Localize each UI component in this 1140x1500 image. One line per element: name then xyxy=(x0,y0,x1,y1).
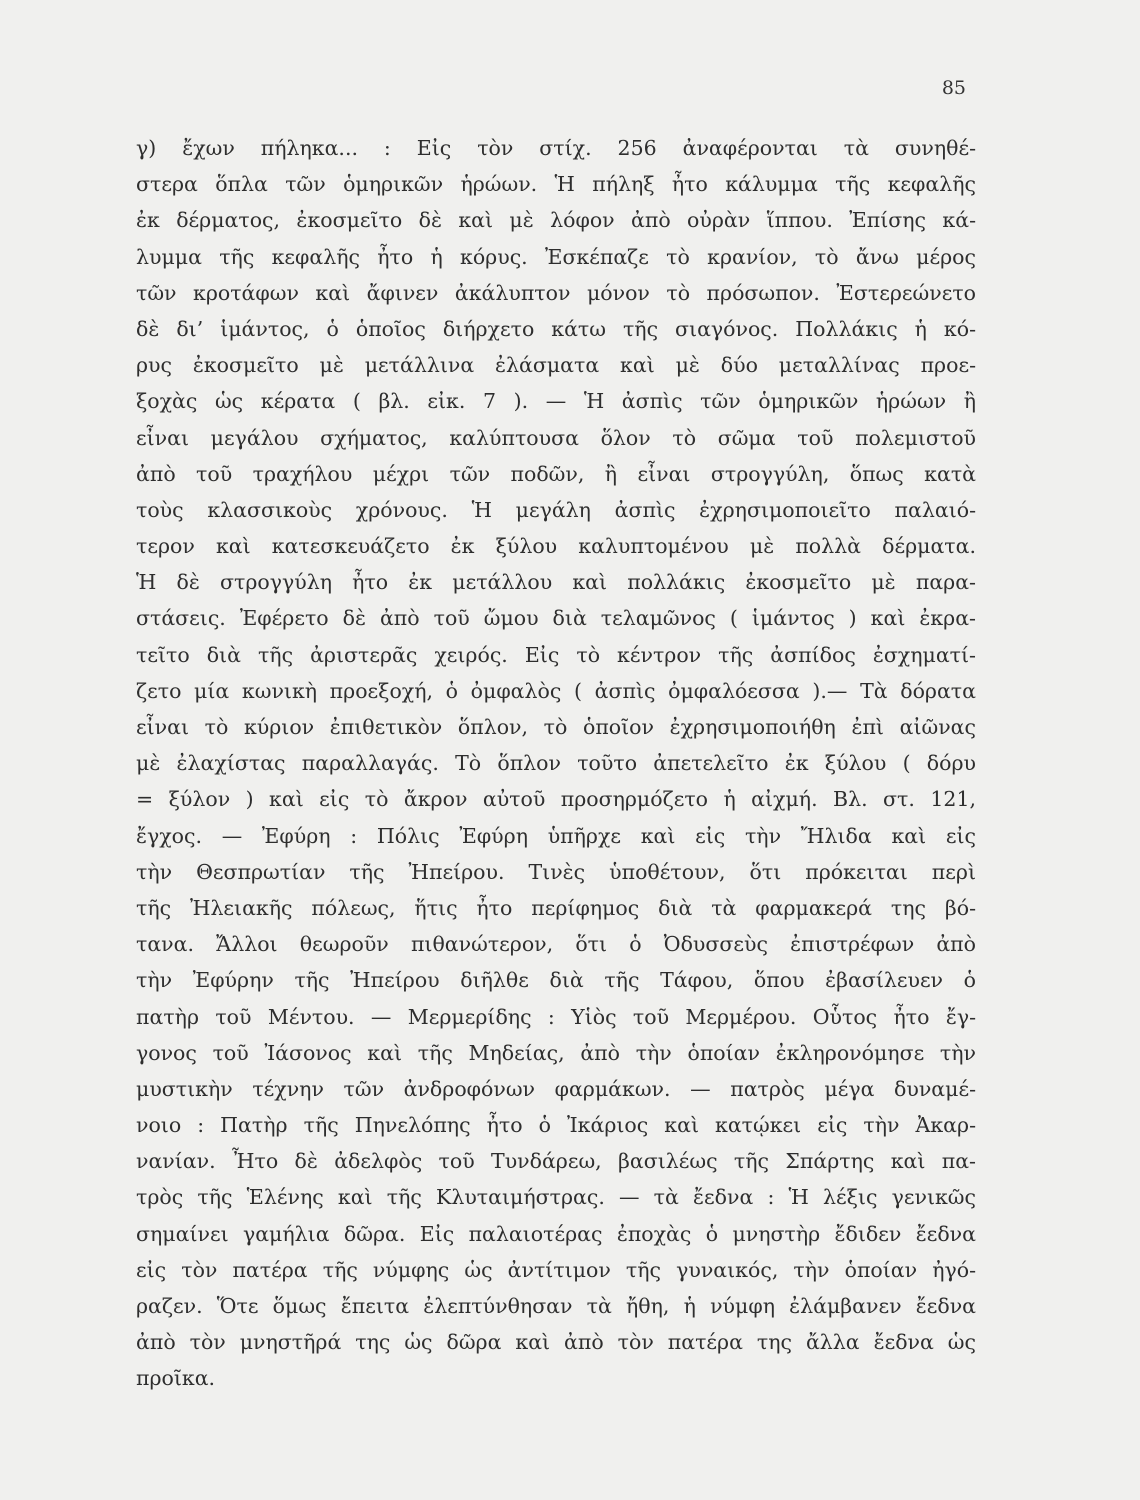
text-line: νανίαν. Ἦτο δὲ ἀδελφὸς τοῦ Τυνδάρεω, βασιλέως τῆς Σπάρτης καὶ πα- xyxy=(136,1149,976,1174)
text-line: ἐκ δέρματος, ἐκοσμεῖτο δὲ καὶ μὲ λόφον ἀπὸ οὐρὰν ἵππου. Ἐπίσης κά- xyxy=(136,208,976,233)
text-line: τοὺς κλασσικοὺς χρόνους. Ἡ μεγάλη ἀσπὶς ἐχρησιμοποιεῖτο παλαιό- xyxy=(136,497,976,522)
text-line: ρυς ἐκοσμεῖτο μὲ μετάλλινα ἐλάσματα καὶ μὲ δύο μεταλλίνας προε- xyxy=(136,353,976,378)
text-line: τῶν κροτάφων καὶ ἄφινεν ἀκάλυπτον μόνον τὸ πρόσωπον. Ἐστερεώνετο xyxy=(136,280,976,305)
text-line: ἔγχος. — Ἐφύρη : Πόλις Ἐφύρη ὑπῆρχε καὶ εἰς τὴν Ἤλιδα καὶ εἰς xyxy=(136,823,976,848)
text-line: εἶναι μεγάλου σχήματος, καλύπτουσα ὅλον τὸ σῶμα τοῦ πολεμιστοῦ xyxy=(136,425,976,450)
text-line: Ἡ δὲ στρογγύλη ἦτο ἐκ μετάλλου καὶ πολλάκις ἐκοσμεῖτο μὲ παρα- xyxy=(136,570,976,595)
text-line: τερον καὶ κατεσκευάζετο ἐκ ξύλου καλυπτομένου μὲ πολλὰ δέρματα. xyxy=(136,534,976,559)
text-line: λυμμα τῆς κεφαλῆς ἦτο ἡ κόρυς. Ἐσκέπαζε τὸ κρανίον, τὸ ἄνω μέρος xyxy=(136,244,976,269)
text-line: τεῖτο διὰ τῆς ἀριστερᾶς χειρός. Εἰς τὸ κέντρον τῆς ἀσπίδος ἐσχηματί- xyxy=(136,642,976,667)
text-line: εἰς τὸν πατέρα τῆς νύμφης ὡς ἀντίτιμον τῆς γυναικός, τὴν ὁποίαν ἠγό- xyxy=(136,1257,976,1282)
text-line: τὴν Θεσπρωτίαν τῆς Ἠπείρου. Τινὲς ὑποθέτουν, ὅτι πρόκειται περὶ xyxy=(136,859,976,884)
text-line: μὲ ἐλαχίστας παραλλαγάς. Τὸ ὅπλον τοῦτο ἀπετελεῖτο ἐκ ξύλου ( δόρυ xyxy=(136,751,976,776)
text-line: τρὸς τῆς Ἑλένης καὶ τῆς Κλυταιμήστρας. — τὰ ἔεδνα : Ἡ λέξις γενικῶς xyxy=(136,1185,976,1210)
text-line: ραζεν. Ὅτε ὅμως ἔπειτα ἐλεπτύνθησαν τὰ ἤθη, ἡ νύμφη ἐλάμβανεν ἔεδνα xyxy=(136,1294,976,1318)
text-line: τὴν Ἐφύρην τῆς Ἠπείρου διῆλθε διὰ τῆς Τάφου, ὅπου ἐβασίλευεν ὁ xyxy=(136,968,976,993)
text-line: εἶναι τὸ κύριον ἐπιθετικὸν ὅπλον, τὸ ὁποῖον ἐχρησιμοποιήθη ἐπὶ αἰῶνας xyxy=(136,715,976,739)
commentary-text xyxy=(136,130,976,1397)
text-line: γ) ἔχων πήληκα... : Εἰς τὸν στίχ. 256 ἀναφέρονται τὰ συνηθέ- xyxy=(136,136,976,160)
text-line: προῖκα. xyxy=(136,1366,216,1391)
text-line: ἀπὸ τοῦ τραχήλου μέχρι τῶν ποδῶν, ἢ εἶναι στρογγύλη, ὅπως κατὰ xyxy=(136,461,976,486)
text-line: = ξύλον ) καὶ εἰς τὸ ἄκρον αὐτοῦ προσηρμόζετο ἡ αἰχμή. Βλ. στ. 121, xyxy=(136,787,976,812)
text-line: στερα ὅπλα τῶν ὁμηρικῶν ἡρώων. Ἡ πήληξ ἦτο κάλυμμα τῆς κεφαλῆς xyxy=(136,172,976,197)
text-line: δὲ δι’ ἱμάντος, ὁ ὁποῖος διήρχετο κάτω τῆς σιαγόνος. Πολλάκις ἡ κό- xyxy=(136,316,976,341)
text-line: μυστικὴν τέχνην τῶν ἀνδροφόνων φαρμάκων. — πατρὸς μέγα δυναμέ- xyxy=(136,1076,976,1101)
text-line: ζετο μία κωνικὴ προεξοχή, ὁ ὀμφαλὸς ( ἀσπὶς ὀμφαλόεσσα ).— Τὰ δόρατα xyxy=(136,678,976,703)
text-line: ξοχὰς ὡς κέρατα ( βλ. εἰκ. 7 ). — Ἡ ἀσπὶς τῶν ὁμηρικῶν ἡρώων ἢ xyxy=(136,389,976,414)
text-line: τανα. Ἄλλοι θεωροῦν πιθανώτερον, ὅτι ὁ Ὀδυσσεὺς ἐπιστρέφων ἀπὸ xyxy=(136,932,976,957)
text-line: ἀπὸ τὸν μνηστῆρά της ὡς δῶρα καὶ ἀπὸ τὸν πατέρα της ἄλλα ἔεδνα ὡς xyxy=(136,1330,976,1355)
text-line: γονος τοῦ Ἰάσονος καὶ τῆς Μηδείας, ἀπὸ τὴν ὁποίαν ἐκληρονόμησε τὴν xyxy=(136,1040,976,1065)
text-line: πατὴρ τοῦ Μέντου. — Μερμερίδης : Υἱὸς τοῦ Μερμέρου. Οὗτος ἦτο ἔγ- xyxy=(136,1004,976,1029)
page-number: 85 xyxy=(941,77,966,99)
text-line: νοιο : Πατὴρ τῆς Πηνελόπης ἦτο ὁ Ἰκάριος καὶ κατῴκει εἰς τὴν Ἀκαρ- xyxy=(136,1113,976,1138)
text-line: σημαίνει γαμήλια δῶρα. Εἰς παλαιοτέρας ἐποχὰς ὁ μνηστὴρ ἔδιδεν ἔεδνα xyxy=(136,1221,976,1246)
text-line: στάσεις. Ἐφέρετο δὲ ἀπὸ τοῦ ὤμου διὰ τελαμῶνος ( ἱμάντος ) καὶ ἐκρα- xyxy=(136,606,976,631)
text-line: τῆς Ἠλειακῆς πόλεως, ἥτις ἦτο περίφημος διὰ τὰ φαρμακερά της βό- xyxy=(136,895,976,920)
